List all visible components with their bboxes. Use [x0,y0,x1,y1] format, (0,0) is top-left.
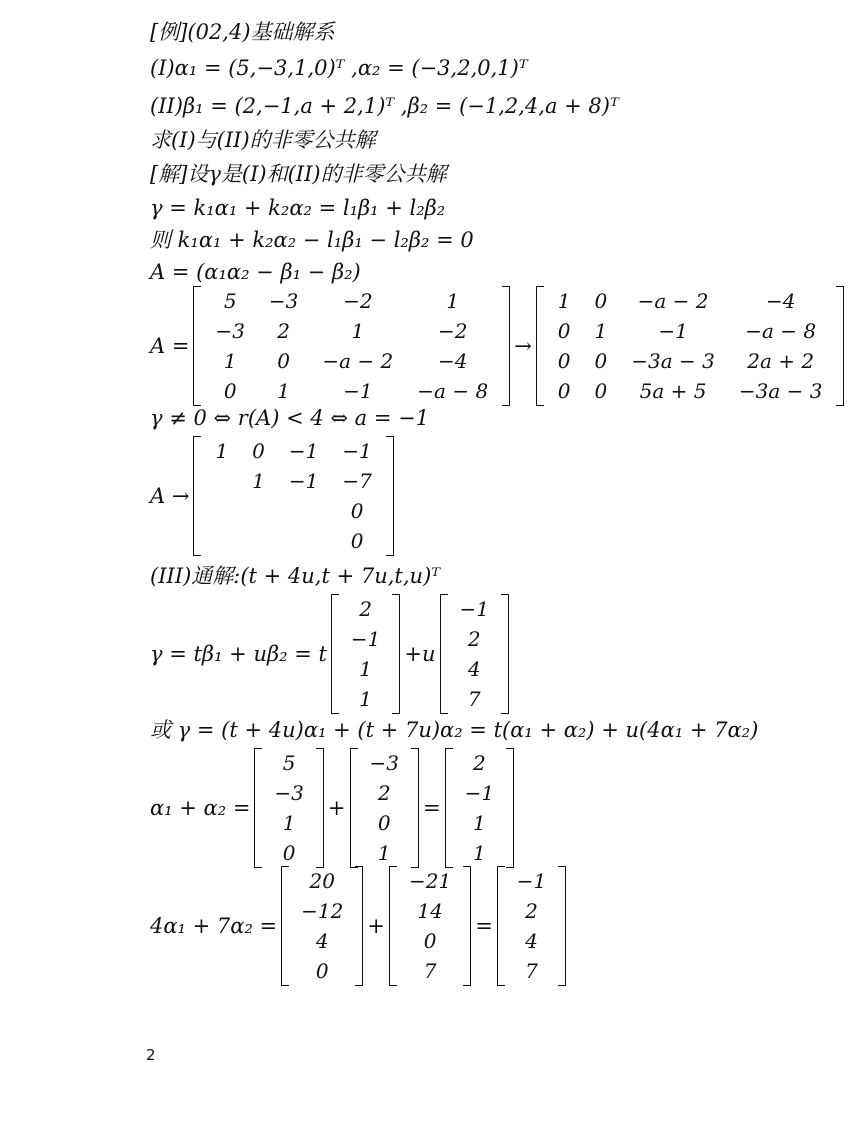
system-one: (I)α₁ = (5,−3,1,0)ᵀ ,α₂ = (−3,2,0,1)ᵀ [150,56,528,80]
matrix-cell: 0 [557,349,571,373]
matrix-row [291,866,353,896]
matrix-row [203,496,383,526]
matrix-cell: −1 [516,869,547,893]
matrix-row [360,808,409,838]
matrix-row [455,808,504,838]
matrix-cell: −2 [343,289,373,313]
matrix-row [360,748,409,778]
matrix-cell: 1 [594,319,608,343]
rank-condition: γ ≠ 0 ⇔ r(A) < 4 ⇔ a = −1 [150,406,430,430]
matrix-cell: 0 [315,959,329,983]
matrix-cell: 1 [472,811,486,835]
matrix-row [264,778,313,808]
matrix-row [360,838,409,868]
problem-statement: 求(I)与(II)的非零公共解 [150,128,376,152]
matrix-cell: 0 [252,439,265,463]
matrix-cell: −1 [350,627,381,651]
matrix-cell: −1 [464,781,495,805]
matrix-row [203,316,500,346]
matrix-cell: 2 [467,627,481,651]
matrix-cell: 1 [252,469,265,493]
vector-beta1 [331,594,400,714]
sum1-label: α₁ + α₂ = [150,796,251,820]
matrix-row [203,436,383,466]
plus-u: +u [404,642,436,666]
matrix-row [399,866,461,896]
matrix-cell: 1 [377,841,391,865]
matrix-cell: 14 [417,899,443,923]
matrix-row [507,896,556,926]
matrix-cell: 0 [557,379,571,403]
matrix-cell: 1 [282,811,296,835]
matrix-row [546,316,835,346]
sum1-eq: = [423,796,441,820]
matrix-cell: −a − 2 [322,349,394,373]
matrix-cell: 7 [525,959,538,983]
matrix-cell [277,526,330,556]
matrix-cell: −1 [658,319,688,343]
matrix-cell: 20 [309,869,335,893]
matrix-row [455,838,504,868]
sum1-v1 [254,748,323,868]
matrix-cell: 0 [350,499,364,523]
matrix-cell: 7 [467,687,481,711]
matrix-cell: 0 [223,379,237,403]
matrix-row [546,346,835,376]
homogeneous-equation: 则 k₁α₁ + k₂α₂ − l₁β₁ − l₂β₂ = 0 [150,228,474,252]
sum2-v2 [389,866,471,986]
matrix-cell: −12 [301,899,344,923]
matrix-cell: 1 [557,289,571,313]
matrix-row [455,748,504,778]
matrix-row [203,286,500,316]
matrix-row [291,896,353,926]
solution-intro: [解]设γ是(I)和(II)的非零公共解 [150,162,447,186]
matrix-cell: −3a − 3 [738,379,823,403]
matrix-cell: −3 [215,319,245,343]
matrix-cell [203,496,240,526]
matrix-cell: 1 [446,289,460,313]
matrix-cell: 0 [594,349,608,373]
matrix-row [450,594,499,624]
matrix-cell: −3a − 3 [631,349,715,373]
matrix-row [203,526,383,556]
matrix-cell: 2 [359,597,373,621]
gamma-vector-row [150,594,513,714]
matrix-cell: 0 [594,289,608,313]
matrix-cell: −a − 2 [637,289,709,313]
matrix-cell: 7 [423,959,437,983]
matrix-row [203,346,500,376]
matrix-cell [277,496,330,526]
matrix-a-reduced [536,286,845,406]
matrix-cell [240,526,277,556]
matrix-a [193,286,510,406]
matrix-cell: −3 [274,781,304,805]
matrix-cell: 2 [525,899,538,923]
matrix-cell: 1 [472,841,486,865]
matrix-row [450,654,499,684]
matrix-row [399,956,461,986]
matrix-cell: 1 [359,687,373,711]
matrix-a-label: A = [150,334,190,358]
matrix-cell: −1 [459,597,490,621]
matrix-cell: −2 [438,319,468,343]
sum2-v1 [281,866,363,986]
matrix-row [341,654,390,684]
matrix-cell: 0 [282,841,296,865]
matrix-cell: −3 [369,751,399,775]
matrix-row [507,926,556,956]
matrix-cell: −7 [342,469,372,493]
matrix-row [341,624,390,654]
matrix-cell: −1 [343,379,373,403]
matrix-cell: −21 [408,869,452,893]
matrix-cell [203,526,240,556]
matrix-row [264,838,313,868]
matrix-a-definition: A = (α₁α₂ − β₁ − β₂) [150,260,361,284]
vector-beta2 [440,594,509,714]
matrix-row [546,286,835,316]
matrix-cell: −4 [438,349,468,373]
matrix-cell [203,466,240,496]
sum2-v3 [497,866,566,986]
matrix-cell: 5 [282,751,296,775]
sum1-v3 [445,748,514,868]
matrix-row [450,624,499,654]
sum1-v2 [350,748,419,868]
matrix-row [507,866,556,896]
alternative-form: 或 γ = (t + 4u)α₁ + (t + 7u)α₂ = t(α₁ + α₂) + u(4α₁ + 7α₂) [150,718,759,742]
matrix-cell: −1 [342,439,372,463]
matrix-cell: −1 [288,439,319,463]
matrix-row [360,778,409,808]
matrix-row [399,896,461,926]
matrix-row [264,808,313,838]
matrix-cell: 4 [315,929,329,953]
matrix-cell: −a − 8 [417,379,489,403]
sum2-row [150,866,570,986]
matrix-cell: 1 [223,349,237,373]
page-number: 2 [146,1046,156,1064]
arrow-symbol: → [514,334,532,358]
matrix-row [203,466,383,496]
matrix-cell: 2a + 2 [747,349,815,373]
gamma-eq-label: γ = tβ₁ + uβ₂ = t [150,642,327,666]
matrix-cell: 1 [351,319,365,343]
matrix-cell: 4 [467,657,481,681]
matrix-cell: 4 [525,929,538,953]
matrix-cell: −1 [288,469,319,493]
system-two: (II)β₁ = (2,−1,a + 2,1)ᵀ ,β₂ = (−1,2,4,a + 8)ᵀ [150,94,619,118]
matrix-cell: 2 [472,751,486,775]
matrix-a2 [193,436,393,556]
matrix-row [341,594,390,624]
matrix-cell: 5a + 5 [639,379,707,403]
matrix-row [399,926,461,956]
matrix-cell: 1 [277,379,291,403]
matrix-cell: −a − 8 [745,319,817,343]
matrix-cell: −3 [268,289,299,313]
matrix-cell: 0 [557,319,571,343]
matrix-row [455,778,504,808]
matrix-row [203,376,500,406]
sum1-plus: + [327,796,346,820]
matrix-cell: 0 [350,529,364,553]
sum2-label: 4α₁ + 7α₂ = [150,914,278,938]
matrix-cell: 0 [594,379,608,403]
matrix-cell: 0 [277,349,291,373]
matrix-row [264,748,313,778]
general-solution: (III)通解:(t + 4u,t + 7u,t,u)ᵀ [150,564,441,588]
matrix-a2-row [150,436,398,556]
matrix-cell: 2 [277,319,291,343]
matrix-cell [240,496,277,526]
matrix-a-row [150,286,848,406]
sum2-plus: + [367,914,385,938]
matrix-cell: 0 [423,929,437,953]
matrix-row [507,956,556,986]
matrix-cell: 0 [377,811,391,835]
matrix-row [341,684,390,714]
matrix-cell: −4 [765,289,796,313]
gamma-definition: γ = k₁α₁ + k₂α₂ = l₁β₁ + l₂β₂ [150,196,446,220]
sum1-row [150,748,518,868]
matrix-row [450,684,499,714]
matrix-cell: 5 [223,289,237,313]
sum2-eq: = [475,914,493,938]
matrix-cell: 1 [359,657,373,681]
matrix-row [291,926,353,956]
matrix-row [546,376,835,406]
matrix-row [291,956,353,986]
matrix-cell: 2 [377,781,391,805]
example-title: [例](02,4)基础解系 [150,20,335,44]
matrix-cell: 1 [215,439,229,463]
matrix-a2-label: A → [150,484,190,508]
